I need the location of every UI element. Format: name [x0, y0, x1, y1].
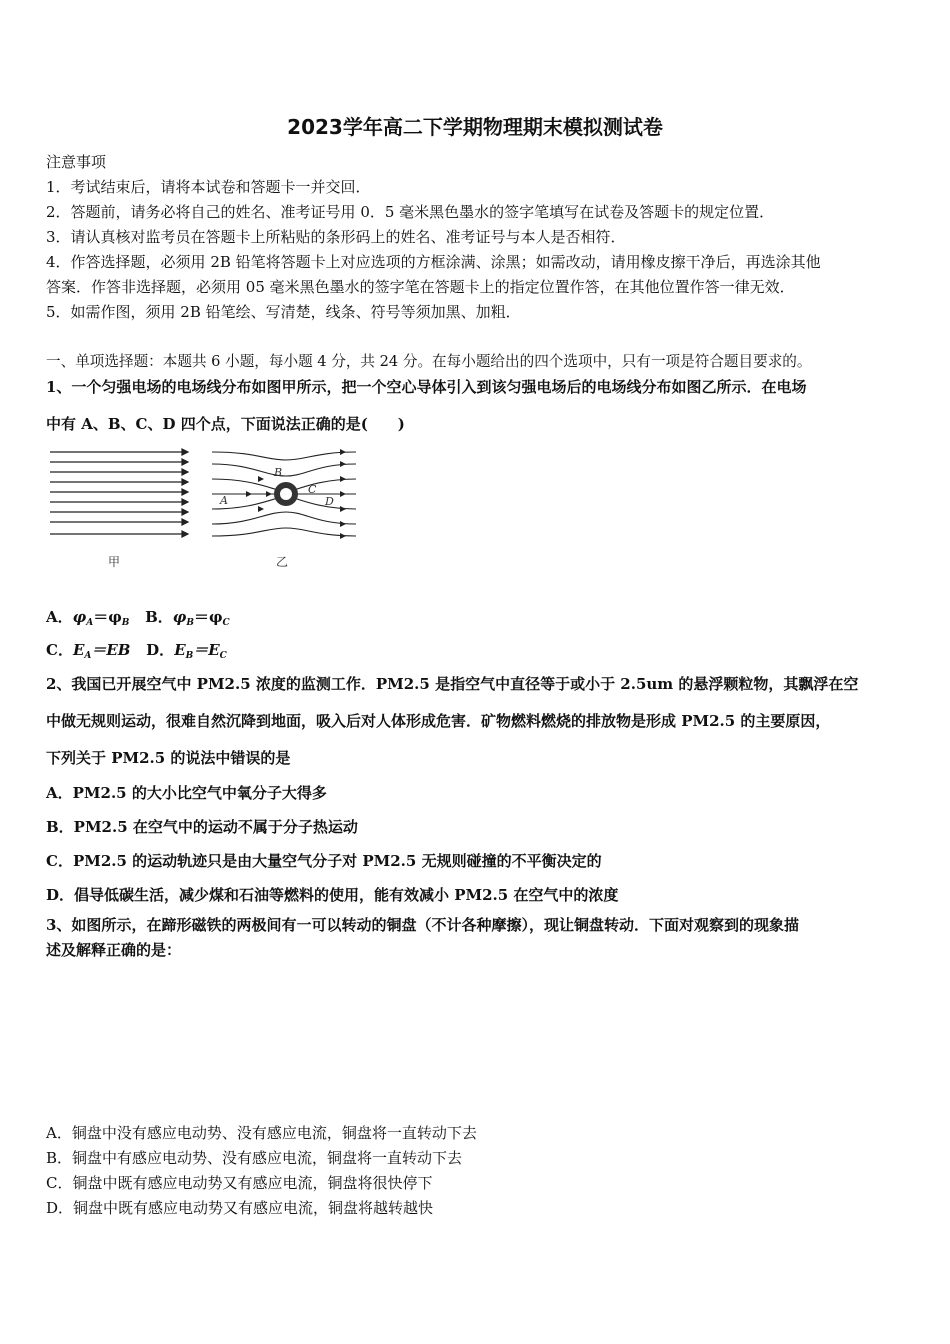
question-1-stem: 中有 A、B、C、D 四个点，下面说法正确的是( ) — [46, 415, 405, 433]
option-c-eq: ＝EB — [91, 641, 131, 659]
section-heading: 一、单项选择题：本题共 6 小题，每小题 4 分，共 24 分。在每小题给出的四个选项中，只有一项是符合题目要求的。 — [46, 353, 812, 370]
option-a-label: A． — [46, 608, 73, 626]
uniform-field-figure — [46, 446, 194, 542]
question-3-stem: 述及解释正确的是： — [46, 941, 182, 959]
option-d-label: D． — [146, 641, 175, 659]
option-a-phi: φ — [72, 608, 87, 626]
notice-item: 3．请认真核对监考员在答题卡上所粘贴的条形码上的姓名、准考证号与本人是否相符． — [46, 228, 626, 246]
option-a-sub1: A — [86, 618, 94, 628]
question-2-stem: 2、我国已开展空气中 PM2.5 浓度的监测工作．PM2.5 是指空气中直径等于或小于 2.5um 的悬浮颗粒物，其飘浮在空 — [46, 675, 859, 693]
notice-item: 2．答题前，请务必将自己的姓名、准考证号用 0．5 毫米黑色墨水的签字笔填写在试卷及答题卡的规定位置． — [46, 203, 775, 221]
page-title: 2023学年高二下学期物理期末模拟测试卷 — [287, 115, 663, 139]
question-3-option: D．铜盘中既有感应电动势又有感应电流，铜盘将越转越快 — [46, 1199, 434, 1217]
question-2-stem: 下列关于 PM2.5 的说法中错误的是 — [46, 749, 291, 767]
option-b-sub1: B — [186, 618, 194, 628]
option-c-label: C． — [46, 641, 73, 659]
question-2-option: D．倡导低碳生活，减少煤和石油等燃料的使用，能有效减小 PM2.5 在空气中的浓度 — [46, 886, 619, 904]
option-a-sub2: B — [121, 618, 130, 628]
notice-heading: 注意事项 — [46, 153, 107, 171]
question-3-option: C．铜盘中既有感应电动势又有感应电流，铜盘将很快停下 — [46, 1174, 433, 1192]
question-3-stem: 3、如图所示，在蹄形磁铁的两极间有一可以转动的铜盘（不计各种摩擦），现让铜盘转动．下面对观察到的现象描 — [46, 916, 799, 934]
point-label-a: A — [220, 494, 228, 507]
question-2-option: B．PM2.5 在空气中的运动不属于分子热运动 — [46, 818, 358, 836]
option-d-e: E — [174, 641, 186, 659]
option-b-phi: φ — [172, 608, 187, 626]
option-b-eq: ＝φ — [193, 608, 223, 626]
notice-item: 5．如需作图，须用 2B 铅笔绘、写清楚，线条、符号等须加黑、加粗． — [46, 303, 521, 321]
option-d-sub2: C — [219, 651, 227, 661]
question-1-stem: 1、一个匀强电场的电场线分布如图甲所示，把一个空心导体引入到该匀强电场后的电场线分布如图乙所示．在电场 — [46, 378, 807, 396]
question-2-option: A．PM2.5 的大小比空气中氧分子大得多 — [46, 784, 327, 802]
option-b-label: B． — [145, 608, 173, 626]
option-d-eq: ＝E — [193, 641, 220, 659]
notice-item: 1．考试结束后，请将本试卷和答题卡一并交回． — [46, 178, 371, 196]
option-c-sub1: A — [84, 651, 92, 661]
point-label-b: B — [274, 466, 283, 479]
figure-label-yi: 乙 — [276, 555, 289, 569]
option-a-eq: ＝φ — [93, 608, 122, 626]
point-label-c: C — [308, 483, 317, 496]
question-3-option: A．铜盘中没有感应电动势、没有感应电流，铜盘将一直转动下去 — [46, 1124, 477, 1142]
question-3-option: B．铜盘中有感应电动势、没有感应电流，铜盘将一直转动下去 — [46, 1149, 463, 1167]
question-1-options-ab — [46, 607, 230, 633]
notice-item: 4．作答选择题，必须用 2B 铅笔将答题卡上对应选项的方框涂满、涂黑；如需改动，请用橡皮擦干净后，再选涂其他 — [46, 253, 821, 271]
question-2-stem: 中做无规则运动，很难自然沉降到地面，吸入后对人体形成危害．矿物燃料燃烧的排放物是形成 PM2.5 的主要原因， — [46, 712, 831, 730]
option-b-sub2: C — [222, 618, 230, 628]
figure-label-jia: 甲 — [108, 555, 121, 569]
point-label-d: D — [325, 495, 334, 508]
question-1-options-cd — [46, 640, 227, 666]
conductor-field-figure — [206, 446, 362, 546]
question-2-option: C．PM2.5 的运动轨迹只是由大量空气分子对 PM2.5 无规则碰撞的不平衡决定的 — [46, 852, 602, 870]
option-c-e: E — [72, 641, 85, 659]
notice-item: 答案．作答非选择题，必须用 05 毫米黑色墨水的签字笔在答题卡上的指定位置作答，在其他位置作答一律无效． — [46, 278, 795, 296]
option-d-sub1: B — [185, 651, 194, 661]
